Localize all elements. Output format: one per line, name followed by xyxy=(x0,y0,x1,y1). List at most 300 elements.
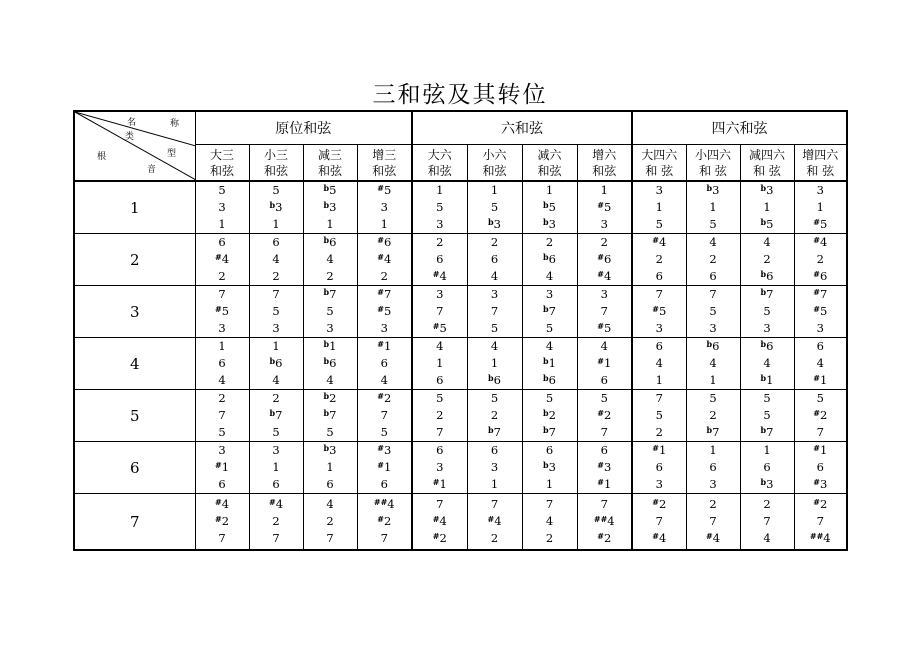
chord-type-label: 和弦 xyxy=(372,163,397,178)
chord-cell xyxy=(686,390,740,442)
chord-cell xyxy=(632,338,686,390)
chord-note: 1 xyxy=(436,356,444,370)
chord-note: 5 xyxy=(655,408,663,422)
chord-note: 7 xyxy=(600,304,608,318)
chord-cell xyxy=(249,181,303,234)
chord-note: 2 xyxy=(763,252,771,266)
chord-note: $^b$3 xyxy=(323,200,337,214)
root-note: 1 xyxy=(74,181,195,234)
chord-note: 2 xyxy=(490,235,499,249)
chord-note: 7 xyxy=(600,497,608,511)
chord-note: 7 xyxy=(490,304,499,318)
chord-cell xyxy=(686,234,740,286)
chord-type-label: 小四六 xyxy=(694,147,731,162)
chord-note: 7 xyxy=(272,531,280,545)
chord-note: $^b$6 xyxy=(323,356,337,370)
chord-note: 1 xyxy=(436,183,444,197)
chord-note: #1 xyxy=(214,460,230,474)
chord-note: $^b$6 xyxy=(323,235,337,249)
chord-note: 6 xyxy=(600,373,608,387)
chord-note: 2 xyxy=(490,408,499,422)
chord-note: 7 xyxy=(655,391,663,405)
chord-type-header xyxy=(686,145,740,182)
chord-note: 3 xyxy=(380,321,388,335)
chord-note: 7 xyxy=(380,531,388,545)
chord-cell xyxy=(686,181,740,234)
chord-cell xyxy=(632,442,686,494)
chord-cell xyxy=(686,338,740,390)
chord-cell xyxy=(412,234,467,286)
chord-note: #4 xyxy=(597,269,612,283)
chord-note: 4 xyxy=(218,373,226,387)
chord-note: 1 xyxy=(490,356,499,370)
chord-note: 3 xyxy=(816,183,824,197)
chord-cell xyxy=(303,286,357,338)
chord-note: 5 xyxy=(763,304,771,318)
chord-note: 2 xyxy=(545,531,554,545)
chord-note: 1 xyxy=(326,217,334,231)
chord-note: #5 xyxy=(214,304,230,318)
chord-note: 2 xyxy=(709,408,717,422)
chord-note: 2 xyxy=(709,252,717,266)
chord-note: 6 xyxy=(490,443,499,457)
chord-note: 3 xyxy=(436,287,444,301)
chord-note: #2 xyxy=(377,514,392,528)
chord-cell xyxy=(412,286,467,338)
chord-note: 7 xyxy=(709,514,717,528)
chord-note: 5 xyxy=(380,425,388,439)
chord-note: 6 xyxy=(816,339,824,353)
chord-note: 6 xyxy=(436,443,444,457)
chord-note: $^b$6 xyxy=(543,252,556,266)
chord-table xyxy=(73,110,848,551)
chord-type-label: 和弦 xyxy=(482,163,507,178)
chord-note: $^b$7 xyxy=(543,425,556,439)
chord-cell xyxy=(467,494,522,551)
chord-note: 7 xyxy=(816,514,824,528)
chord-note: 2 xyxy=(709,497,717,511)
chord-note: 6 xyxy=(545,443,554,457)
chord-type-header xyxy=(412,145,467,182)
chord-cell xyxy=(195,494,249,551)
chord-cell xyxy=(686,494,740,551)
chord-note: #5 xyxy=(652,304,667,318)
chord-cell xyxy=(195,286,249,338)
root-note: 5 xyxy=(74,390,195,442)
chord-note: #1 xyxy=(377,339,392,353)
chord-note: 3 xyxy=(709,477,717,491)
chord-cell xyxy=(303,338,357,390)
chord-note: 6 xyxy=(655,269,663,283)
chord-cell xyxy=(412,181,467,234)
chord-note: 2 xyxy=(436,235,444,249)
chord-note: 4 xyxy=(709,356,717,370)
chord-note: $^b$7 xyxy=(760,287,774,301)
chord-note: #2 xyxy=(652,497,667,511)
chord-note: 6 xyxy=(436,373,444,387)
chord-note: #3 xyxy=(813,477,828,491)
chord-note: $^b$5 xyxy=(760,217,774,231)
chord-note: 7 xyxy=(709,287,717,301)
chord-note: #6 xyxy=(597,252,612,266)
chord-note: 3 xyxy=(545,287,554,301)
chord-cell xyxy=(794,442,847,494)
chord-type-label: 减三 xyxy=(317,147,342,162)
chord-cell xyxy=(794,494,847,551)
chord-type-header xyxy=(632,145,686,182)
chord-note: #5 xyxy=(377,304,392,318)
chord-note: #2 xyxy=(813,408,828,422)
chord-note: 2 xyxy=(272,391,280,405)
chord-type-label: 和 弦 xyxy=(753,163,781,178)
chord-note: #4 xyxy=(377,252,392,266)
chord-note: $^b$3 xyxy=(543,460,556,474)
chord-note: 6 xyxy=(709,269,717,283)
chord-note: 1 xyxy=(326,460,334,474)
chord-note: 6 xyxy=(380,477,388,491)
chord-note: 1 xyxy=(490,477,499,491)
chord-type-label: 和弦 xyxy=(537,163,562,178)
chord-note: 4 xyxy=(545,514,554,528)
group-header: 原位和弦 xyxy=(195,111,412,145)
chord-cell xyxy=(412,494,467,551)
chord-note: 1 xyxy=(709,443,717,457)
chord-note: $^b$6 xyxy=(760,339,774,353)
chord-note: 3 xyxy=(436,460,444,474)
group-header: 六和弦 xyxy=(412,111,632,145)
chord-cell xyxy=(467,338,522,390)
chord-cell xyxy=(195,338,249,390)
chord-cell xyxy=(357,286,412,338)
chord-cell xyxy=(467,234,522,286)
chord-note: 7 xyxy=(490,497,499,511)
chord-note: $^b$3 xyxy=(269,200,283,214)
chord-note: 3 xyxy=(490,287,499,301)
chord-note: $^b$7 xyxy=(323,287,337,301)
chord-type-header xyxy=(467,145,522,182)
chord-note: 3 xyxy=(709,321,717,335)
chord-cell xyxy=(740,286,794,338)
chord-note: $^b$7 xyxy=(323,408,337,422)
chord-note: 7 xyxy=(545,497,554,511)
chord-note: 6 xyxy=(655,460,663,474)
chord-note: 7 xyxy=(600,425,608,439)
chord-cell xyxy=(412,390,467,442)
chord-cell xyxy=(740,181,794,234)
chord-note: 2 xyxy=(655,425,663,439)
chord-note: 6 xyxy=(490,252,499,266)
chord-type-label: 增四六 xyxy=(802,147,839,162)
chord-note: 3 xyxy=(380,200,388,214)
chord-note: 7 xyxy=(326,531,334,545)
root-note: 7 xyxy=(74,494,195,551)
chord-type-header xyxy=(195,145,249,182)
chord-type-label: 减六 xyxy=(537,147,562,162)
chord-type-header xyxy=(303,145,357,182)
chord-note: 5 xyxy=(600,391,608,405)
chord-note: 2 xyxy=(326,269,334,283)
chord-note: #4 xyxy=(432,514,447,528)
table-row xyxy=(74,390,847,442)
chord-note: 3 xyxy=(655,477,663,491)
chord-cell xyxy=(467,181,522,234)
chord-note: #1 xyxy=(652,443,667,457)
chord-cell xyxy=(467,442,522,494)
chord-cell xyxy=(303,442,357,494)
corner-label: 型 xyxy=(167,149,177,159)
chord-note: $^b$6 xyxy=(543,373,556,387)
chord-cell xyxy=(794,181,847,234)
chord-note: 3 xyxy=(600,287,608,301)
chord-note: 1 xyxy=(816,200,824,214)
chord-note: 5 xyxy=(272,183,280,197)
chord-note: 5 xyxy=(326,425,334,439)
chord-note: 4 xyxy=(490,339,499,353)
chord-note: 6 xyxy=(272,477,280,491)
chord-note: 3 xyxy=(218,321,226,335)
chord-note: 7 xyxy=(218,531,226,545)
chord-note: $^b$6 xyxy=(706,339,720,353)
chord-note: 2 xyxy=(272,514,280,528)
chord-cell xyxy=(577,234,632,286)
chord-note: 2 xyxy=(600,235,608,249)
chord-note: #4 xyxy=(487,514,502,528)
chord-cell xyxy=(632,390,686,442)
chord-note: 1 xyxy=(272,339,280,353)
chord-note: 1 xyxy=(763,200,771,214)
chord-note: #1 xyxy=(377,460,392,474)
chord-note: #5 xyxy=(813,217,828,231)
chord-note: 3 xyxy=(326,321,334,335)
chord-type-header xyxy=(249,145,303,182)
chord-note: #4 xyxy=(214,497,230,511)
chord-note: $^b$7 xyxy=(760,425,774,439)
chord-note: 4 xyxy=(545,269,554,283)
chord-note: $^b$3 xyxy=(760,183,774,197)
chord-note: 1 xyxy=(545,183,554,197)
chord-note: $^b$7 xyxy=(706,425,720,439)
chord-note: #1 xyxy=(597,356,612,370)
chord-note: #5 xyxy=(597,321,612,335)
corner-label: 名 xyxy=(127,118,137,128)
chord-note: 6 xyxy=(326,477,334,491)
chord-note: $^b$1 xyxy=(323,339,337,353)
chord-note: 5 xyxy=(709,217,717,231)
page-title: 三和弦及其转位 xyxy=(372,82,548,108)
chord-note: 4 xyxy=(655,356,663,370)
chord-cell xyxy=(357,338,412,390)
chord-note: 3 xyxy=(655,183,663,197)
chord-type-label: 和弦 xyxy=(317,163,342,178)
chord-cell xyxy=(412,338,467,390)
chord-cell xyxy=(357,181,412,234)
corner-header xyxy=(74,111,195,181)
chord-note: 5 xyxy=(218,183,226,197)
chord-note: 5 xyxy=(490,321,499,335)
chord-type-label: 增三 xyxy=(372,147,397,162)
chord-note: 5 xyxy=(436,200,444,214)
chord-note: 2 xyxy=(218,269,226,283)
chord-note: 6 xyxy=(816,460,824,474)
chord-cell xyxy=(249,390,303,442)
chord-note: 2 xyxy=(272,269,280,283)
chord-cell xyxy=(740,494,794,551)
chord-cell xyxy=(467,390,522,442)
chord-cell xyxy=(467,286,522,338)
corner-label: 称 xyxy=(170,119,180,129)
chord-type-label: 减四六 xyxy=(748,147,785,162)
chord-note: 5 xyxy=(218,425,226,439)
chord-note: #7 xyxy=(377,287,392,301)
chord-note: 5 xyxy=(272,304,280,318)
chord-type-label: 和弦 xyxy=(209,163,234,178)
chord-note: #5 xyxy=(432,321,447,335)
table-row xyxy=(74,338,847,390)
chord-note: 2 xyxy=(655,252,663,266)
chord-cell xyxy=(357,442,412,494)
chord-note: 4 xyxy=(436,339,444,353)
chord-note: #4 xyxy=(214,252,230,266)
chord-note: 1 xyxy=(218,339,226,353)
chord-note: ##4 xyxy=(593,514,615,528)
chord-note: #3 xyxy=(377,443,392,457)
chord-note: 5 xyxy=(545,321,554,335)
chord-note: 4 xyxy=(272,252,280,266)
chord-note: 7 xyxy=(218,408,226,422)
corner-label: 根 xyxy=(97,152,107,162)
chord-note: $^b$2 xyxy=(543,408,556,422)
chord-note: 4 xyxy=(490,269,499,283)
chord-note: #1 xyxy=(813,373,828,387)
chord-cell xyxy=(632,494,686,551)
chord-note: ##4 xyxy=(373,497,395,511)
corner-label: 类 xyxy=(125,132,135,142)
chord-cell xyxy=(632,286,686,338)
chord-cell xyxy=(522,338,577,390)
chord-note: 7 xyxy=(655,287,663,301)
chord-note: 2 xyxy=(545,235,554,249)
chord-note: 4 xyxy=(709,235,717,249)
chord-cell xyxy=(794,286,847,338)
chord-note: #7 xyxy=(813,287,828,301)
chord-cell xyxy=(249,494,303,551)
chord-note: #5 xyxy=(597,200,612,214)
chord-cell xyxy=(522,494,577,551)
chord-cell xyxy=(794,338,847,390)
chord-note: #1 xyxy=(432,477,447,491)
chord-cell xyxy=(249,338,303,390)
chord-note: 3 xyxy=(272,321,280,335)
chord-note: 1 xyxy=(709,373,717,387)
chord-note: #2 xyxy=(377,391,392,405)
chord-type-header xyxy=(740,145,794,182)
chord-note: $^b$3 xyxy=(488,217,501,231)
chord-note: 5 xyxy=(816,391,824,405)
chord-note: 2 xyxy=(326,514,334,528)
chord-type-label: 小六 xyxy=(482,147,507,162)
chord-cell xyxy=(412,442,467,494)
chord-cell xyxy=(195,234,249,286)
chord-cell xyxy=(303,181,357,234)
chord-note: $^b$5 xyxy=(543,200,556,214)
chord-type-header xyxy=(357,145,412,182)
chord-note: #4 xyxy=(813,235,828,249)
chord-cell xyxy=(249,234,303,286)
chord-note: $^b$7 xyxy=(543,304,556,318)
chord-note: 1 xyxy=(380,217,388,231)
chord-cell xyxy=(577,494,632,551)
chord-note: $^b$3 xyxy=(706,183,720,197)
chord-type-label: 和 弦 xyxy=(645,163,674,178)
chord-note: #2 xyxy=(432,531,447,545)
chord-cell xyxy=(249,286,303,338)
chord-note: #6 xyxy=(813,269,828,283)
chord-cell xyxy=(195,181,249,234)
chord-note: #6 xyxy=(377,235,392,249)
chord-note: 4 xyxy=(326,497,334,511)
chord-note: $^b$7 xyxy=(488,425,501,439)
chord-note: $^b$1 xyxy=(760,373,774,387)
chord-note: #4 xyxy=(652,235,667,249)
chord-cell xyxy=(577,338,632,390)
chord-note: #1 xyxy=(597,477,612,491)
chord-note: 4 xyxy=(380,373,388,387)
chord-note: 6 xyxy=(272,235,280,249)
chord-note: $^b$2 xyxy=(323,391,337,405)
chord-note: 4 xyxy=(272,373,280,387)
chord-note: 5 xyxy=(763,391,771,405)
chord-note: $^b$1 xyxy=(543,356,556,370)
chord-cell xyxy=(522,181,577,234)
group-header: 四六和弦 xyxy=(632,111,847,145)
chord-note: #5 xyxy=(377,183,392,197)
chord-note: 4 xyxy=(326,252,334,266)
root-note: 2 xyxy=(74,234,195,286)
chord-note: 1 xyxy=(272,460,280,474)
chord-cell xyxy=(249,442,303,494)
chord-note: 1 xyxy=(490,183,499,197)
chord-note: $^b$6 xyxy=(760,269,774,283)
chord-note: 6 xyxy=(218,356,226,370)
chord-type-label: 小三 xyxy=(263,147,288,162)
chord-note: 4 xyxy=(763,531,771,545)
chord-cell xyxy=(686,286,740,338)
root-note: 6 xyxy=(74,442,195,494)
chord-cell xyxy=(522,442,577,494)
chord-cell xyxy=(740,234,794,286)
chord-cell xyxy=(357,494,412,551)
chord-note: 1 xyxy=(763,443,771,457)
chord-note: 1 xyxy=(545,477,554,491)
chord-note: #2 xyxy=(813,497,828,511)
chord-type-header xyxy=(577,145,632,182)
chord-cell xyxy=(577,286,632,338)
chord-note: 2 xyxy=(490,531,499,545)
table-row xyxy=(74,494,847,551)
chord-note: 6 xyxy=(763,460,771,474)
chord-note: #2 xyxy=(597,408,612,422)
chord-note: $^b$6 xyxy=(488,373,501,387)
chord-note: 7 xyxy=(436,304,444,318)
chord-type-label: 和弦 xyxy=(592,163,617,178)
table-row xyxy=(74,286,847,338)
chord-note: 3 xyxy=(218,200,226,214)
chord-note: 3 xyxy=(600,217,608,231)
chord-cell xyxy=(794,390,847,442)
chord-note: 6 xyxy=(380,356,388,370)
chord-note: 3 xyxy=(218,443,226,457)
chord-note: #4 xyxy=(705,531,721,545)
